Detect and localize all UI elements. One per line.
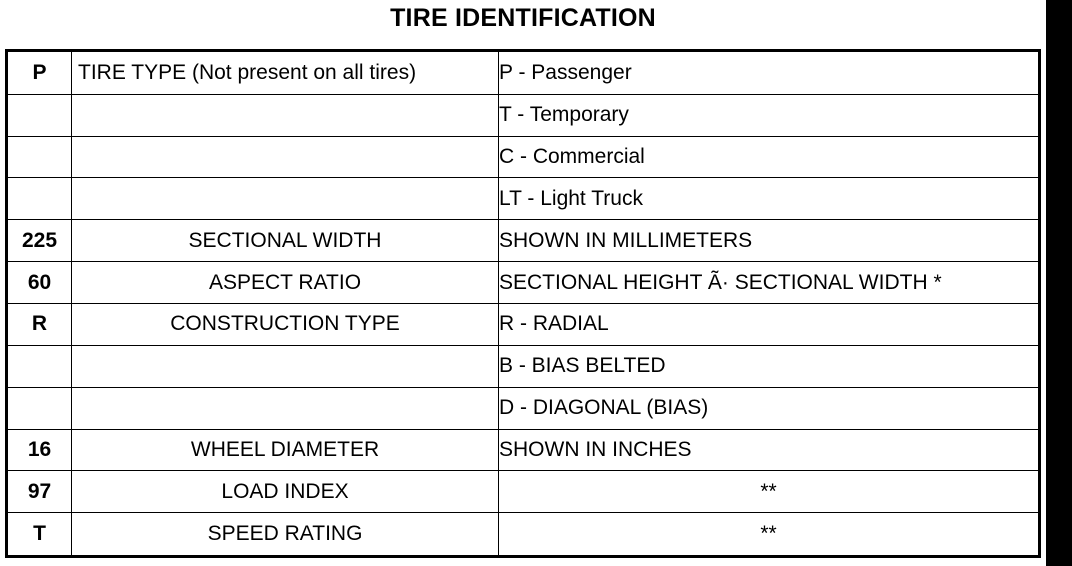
table-row (7, 51, 1040, 95)
description-cell: R - RADIAL (499, 303, 1040, 345)
label-cell: TIRE TYPE (Not present on all tires) (72, 51, 499, 95)
table-row (7, 387, 1040, 429)
code-cell: T (7, 513, 72, 557)
code-cell (7, 136, 72, 178)
description-cell: SECTIONAL HEIGHT Ã· SECTIONAL WIDTH * (499, 262, 1040, 304)
description-cell: SHOWN IN MILLIMETERS (499, 220, 1040, 262)
code-cell: R (7, 303, 72, 345)
table-row (7, 94, 1040, 136)
table-row (7, 136, 1040, 178)
table-row (7, 262, 1040, 304)
label-cell: ASPECT RATIO (72, 262, 499, 304)
page-title: TIRE IDENTIFICATION (390, 4, 656, 32)
description-cell: P - Passenger (499, 51, 1040, 95)
description-cell: B - BIAS BELTED (499, 345, 1040, 387)
table-row (7, 220, 1040, 262)
description-cell: LT - Light Truck (499, 178, 1040, 220)
label-cell: LOAD INDEX (72, 471, 499, 513)
description-cell: T - Temporary (499, 94, 1040, 136)
label-cell (72, 136, 499, 178)
code-cell (7, 345, 72, 387)
table-row (7, 429, 1040, 471)
table-row (7, 471, 1040, 513)
code-cell (7, 178, 72, 220)
description-cell: ** (499, 471, 1040, 513)
label-cell (72, 387, 499, 429)
label-cell: WHEEL DIAMETER (72, 429, 499, 471)
label-cell (72, 178, 499, 220)
tire-identification-table (5, 49, 1041, 558)
code-cell: 60 (7, 262, 72, 304)
label-cell: SECTIONAL WIDTH (72, 220, 499, 262)
code-cell: P (7, 51, 72, 95)
description-cell: D - DIAGONAL (BIAS) (499, 387, 1040, 429)
table-row (7, 178, 1040, 220)
table-row (7, 513, 1040, 557)
label-cell (72, 94, 499, 136)
label-cell (72, 345, 499, 387)
label-cell: SPEED RATING (72, 513, 499, 557)
description-cell: ** (499, 513, 1040, 557)
label-cell: CONSTRUCTION TYPE (72, 303, 499, 345)
description-cell: SHOWN IN INCHES (499, 429, 1040, 471)
code-cell: 97 (7, 471, 72, 513)
code-cell: 225 (7, 220, 72, 262)
description-cell: C - Commercial (499, 136, 1040, 178)
table-row (7, 303, 1040, 345)
code-cell (7, 387, 72, 429)
right-edge-bar (1046, 0, 1072, 566)
table-row (7, 345, 1040, 387)
code-cell (7, 94, 72, 136)
code-cell: 16 (7, 429, 72, 471)
